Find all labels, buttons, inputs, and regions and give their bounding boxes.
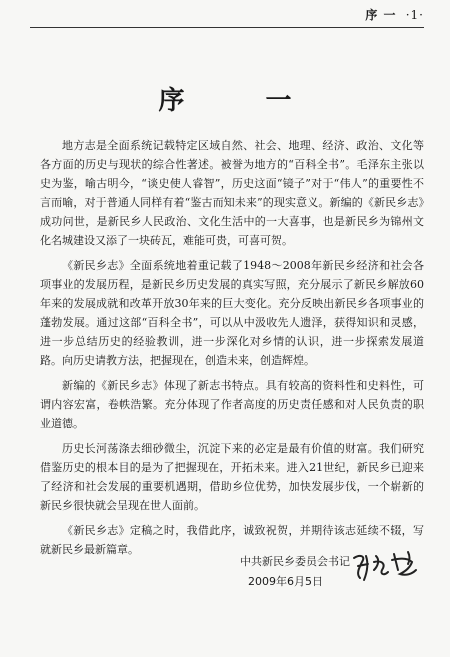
handwritten-signature <box>350 548 422 584</box>
signoff-date: 2009年6月5日 <box>248 575 323 588</box>
header-divider <box>30 27 424 28</box>
page-number: ·1· <box>405 8 424 22</box>
paragraph: 地方志是全面系统记载特定区域自然、社会、地理、经济、政治、文化等各方面的历史与现状的综合性著述。被誉为地方的“百科全书”。毛泽东主张以史为鉴，喻古明今，“谈史使人睿智”，历史这面“镜子”对于“伟人”的重要性不言而喻，对于普通人同样有着“鉴古而知未来”的现实意义。新编的《新民乡志》成功问世，是新民乡人民政治、文化生活中的一大喜事，也是新民乡为锦州文化名城建设又添了一块砖瓦，难能可贵，可喜可贺。 <box>40 139 424 247</box>
running-header-title: 序 一 <box>365 8 397 22</box>
running-header <box>365 6 424 23</box>
body-text <box>40 136 424 565</box>
paragraph: 历史长河荡涤去细砂微尘，沉淀下来的必定是最有价值的财富。我们研究借鉴历史的根本目的是为了把握现在，开拓未来。进入21世纪，新民乡已迎来了经济和社会发展的重要机遇期，借助乡位优势，加快发展步伐，一个崭新的新民乡很快就会呈现在世人面前。 <box>40 442 424 512</box>
page-title: 序 一 <box>158 86 328 116</box>
paragraph: 《新民乡志》全面系统地着重记载了1948～2008年新民乡经济和社会各项事业的发展历程，是新民乡历史发展的真实写照，充分展示了新民乡解放60年来的发展成就和改革开放30年来的巨大变化。充分反映出新民乡各项事业的蓬勃发展。通过这部“百科全书”，可以从中汲收先人遗泽，获得知识和灵感，进一步总结历史的经验教训，进一步深化对乡情的认识，进一步探索发展道路。向历史请教方法，把握现在，创造未来，创造辉煌。 <box>40 259 424 367</box>
signoff-block <box>240 553 350 589</box>
signoff-position: 中共新民乡委员会书记 <box>240 555 350 568</box>
paragraph: 新编的《新民乡志》体现了新志书特点。具有较高的资料性和史料性，可谓内容宏富，卷帙浩繁。充分体现了作者高度的历史责任感和对人民负责的职业道德。 <box>40 379 424 430</box>
paragraph: 《新民乡志》定稿之时，我借此序，诚致祝贺，并期待该志延续不辍，写就新民乡最新篇章。 <box>40 524 424 556</box>
